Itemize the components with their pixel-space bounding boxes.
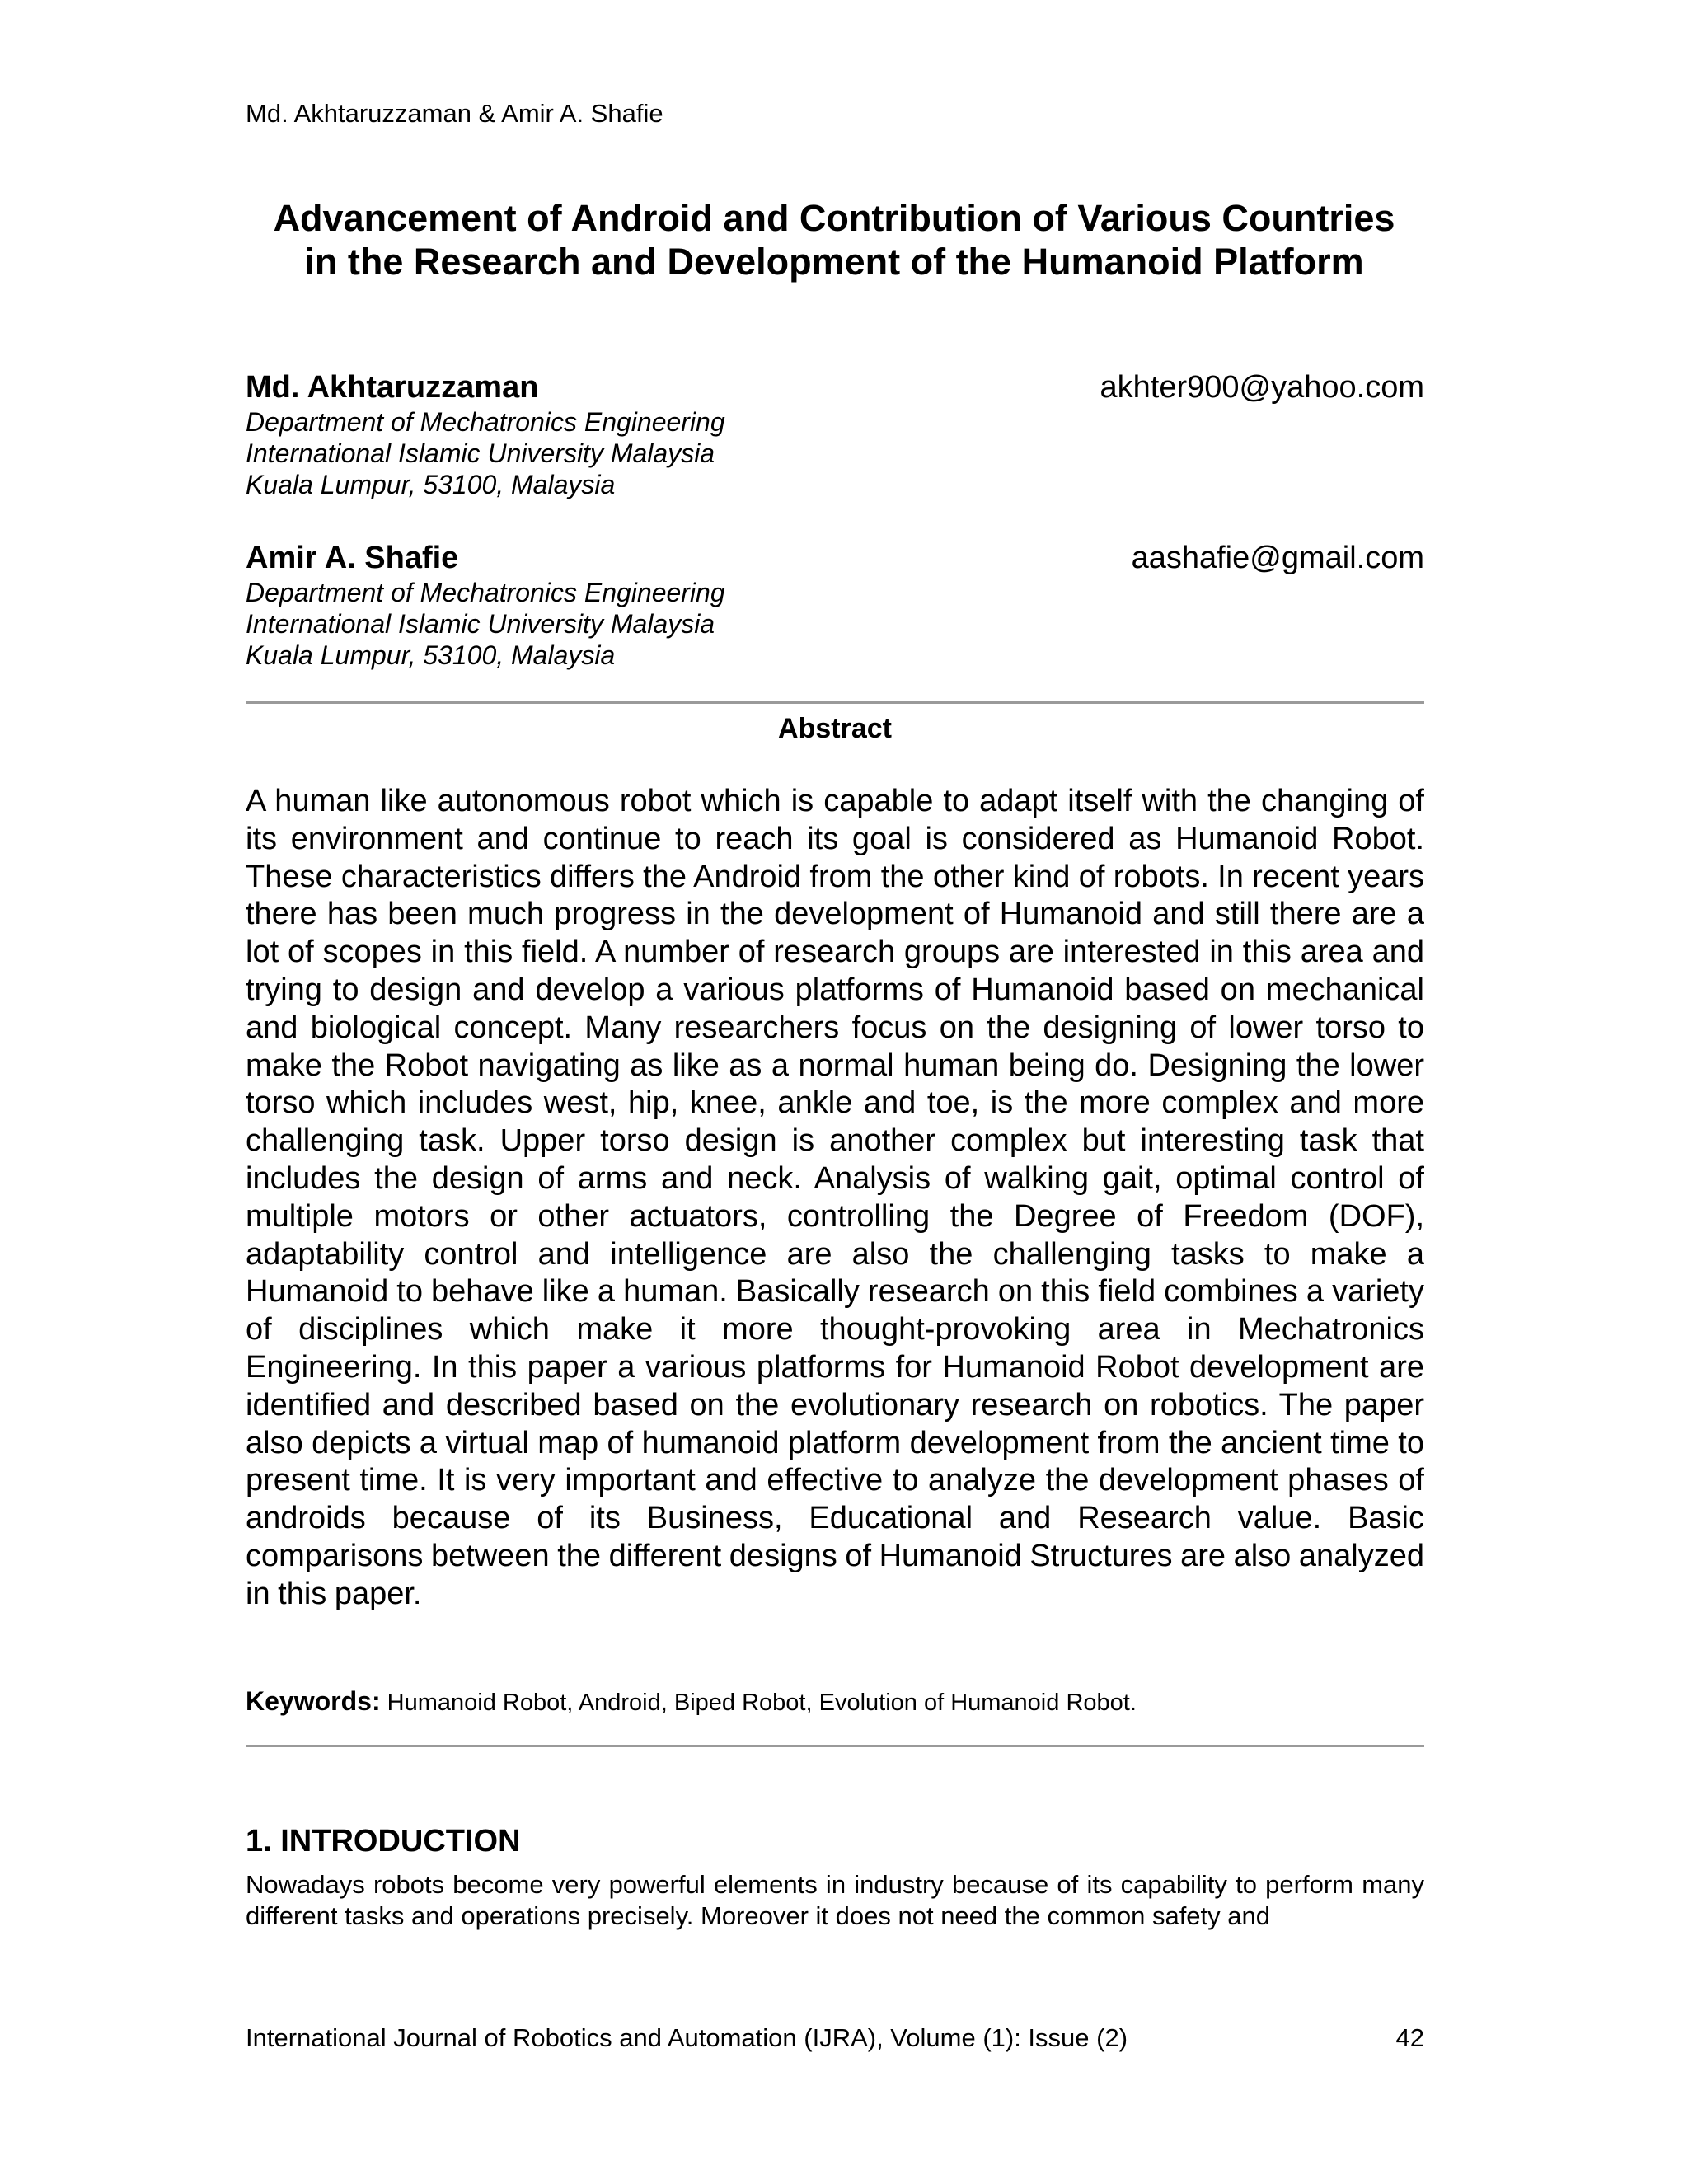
abstract-top-divider: [246, 701, 1424, 704]
abstract-heading: Abstract: [778, 713, 892, 744]
abstract-bottom-divider: [246, 1745, 1424, 1747]
paper-title-line-2: in the Research and Development of the Humanoid Platform: [304, 241, 1364, 283]
author-name: Amir A. Shafie: [246, 541, 459, 575]
keywords-text: Humanoid Robot, Android, Biped Robot, Evolution of Humanoid Robot.: [387, 1690, 1137, 1716]
author-university: International Islamic University Malaysia: [246, 609, 715, 639]
author-email: aashafie@gmail.com: [1131, 541, 1424, 575]
journal-citation: International Journal of Robotics and Automation (IJRA), Volume (1): Issue (2): [246, 2023, 1128, 2052]
page-number: 42: [1395, 2023, 1424, 2052]
author-department: Department of Mechatronics Engineering: [246, 407, 725, 437]
author-address: Kuala Lumpur, 53100, Malaysia: [246, 640, 616, 670]
abstract-body: A human like autonomous robot which is capable to adapt itself with the changing of its environment and continue to reach its goal is considered as Humanoid Robot. These characteristics differs the Android from the other kind of robots. In recent years there has been much progress in the development of Humanoid and still there are a lot of scopes in this field. A number of research groups are interested in this area and trying to design and develop a various platforms of Humanoid based on mechanical and biological concept. Many researchers focus on the designing of lower torso to make the Robot navigating as like as a normal human being do. Designing the lower torso which includes west, hip, knee, ankle and toe, is the more complex and more challenging task. Upper torso design is another complex but interesting task that includes the design of arms and neck. Analysis of walking gait, optimal control of multiple motors or other actuators, controlling the Degree of Freedom (DOF), adaptability control and intelligence are also the challenging tasks to make a Humanoid to behave like a human. Basically research on this field combines a variety of disciplines which make it more thought-provoking area in Mechatronics Engineering. In this paper a various platforms for Humanoid Robot development are identified and described based on the evolutionary research on robotics. The paper also depicts a virtual map of humanoid platform development from the ancient time to present time. It is very important and effective to analyze the development phases of androids because of its Business, Educational and Research value. Basic comparisons between the different designs of Humanoid Structures are also analyzed in this paper.: [246, 784, 1424, 1611]
page-footer: [246, 2022, 1424, 2055]
author-block-1: [246, 368, 1424, 500]
author-email: akhter900@yahoo.com: [1100, 370, 1424, 405]
keywords-label: Keywords:: [246, 1686, 381, 1716]
paper-title-line-1: Advancement of Android and Contribution of Various Countries: [273, 197, 1395, 239]
running-head: Md. Akhtaruzzaman & Amir A. Shafie: [246, 99, 663, 128]
introduction-heading: 1. INTRODUCTION: [246, 1824, 521, 1858]
author-department: Department of Mechatronics Engineering: [246, 578, 725, 607]
author-university: International Islamic University Malaysia: [246, 438, 715, 468]
paper-title: [246, 196, 1423, 284]
keywords: [246, 1685, 1424, 1719]
author-block-2: [246, 539, 1424, 671]
author-address: Kuala Lumpur, 53100, Malaysia: [246, 470, 616, 499]
author-name: Md. Akhtaruzzaman: [246, 370, 539, 405]
introduction-body: Nowadays robots become very powerful elements in industry because of its capability to perform many different tasks and operations precisely. Moreover it does not need the common safety and: [246, 1870, 1424, 1930]
